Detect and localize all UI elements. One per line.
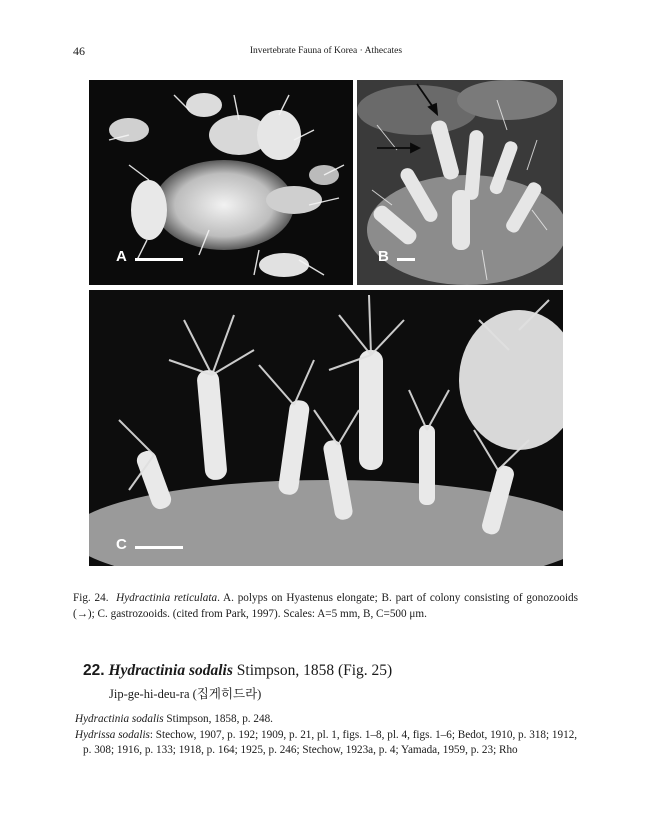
synonymy-taxon: Hydrissa sodalis	[75, 728, 150, 741]
scale-bar-b	[397, 258, 415, 261]
species-authority: Stimpson, 1858 (Fig. 25)	[236, 662, 393, 679]
synonymy-entry	[75, 728, 580, 759]
synonymy-refs: Stimpson, 1858, p. 248.	[163, 713, 273, 725]
figure-panel-b	[357, 80, 563, 285]
scale-bar-c	[135, 546, 183, 549]
synonymy-list	[75, 712, 580, 759]
korean-name: Jip-ge-hi-deu-ra (집게히드라)	[109, 687, 262, 701]
figure-panel-a	[89, 80, 353, 285]
page-number: 46	[73, 44, 85, 58]
photo-panel-c	[89, 290, 563, 566]
synonymy-refs: : Stechow, 1907, p. 192; 1909, p. 21, pl. 1, figs. 1–8, pl. 4, figs. 1–6; Bedot, 1910, p. 318; 1912, p. 308; 1916, p. 133; 1918, p. 164; 1925, p. 246; Stechow, 1923a, p. 4; Yamada, 1959, p. 23; Rho	[83, 728, 578, 756]
panel-label-b: B	[378, 248, 389, 265]
caption-fig-number: Fig. 24.	[73, 592, 109, 604]
scale-bar-a	[135, 258, 183, 261]
panel-label-a: A	[116, 248, 127, 265]
species-number: 22.	[83, 662, 105, 679]
caption-text: . A. polyps on Hyastenus elongate; B. part of colony consisting of gonozooids (→); C. gastrozooids. (cited from Park, 1997). Scales: A=5 mm, B, C=500 μm.	[73, 592, 578, 620]
synonymy-taxon: Hydractinia sodalis	[75, 713, 164, 725]
photo-panel-a	[89, 80, 353, 285]
species-name: Hydractinia sodalis	[108, 662, 233, 679]
running-header: Invertebrate Fauna of Korea · Athecates	[249, 46, 403, 56]
panel-label-c: C	[116, 536, 127, 553]
synonymy-entry	[75, 712, 580, 728]
species-heading	[83, 662, 392, 680]
caption-species: Hydractinia reticulata	[116, 592, 218, 604]
figure-caption	[73, 590, 578, 622]
figure-panel-c	[89, 290, 563, 566]
